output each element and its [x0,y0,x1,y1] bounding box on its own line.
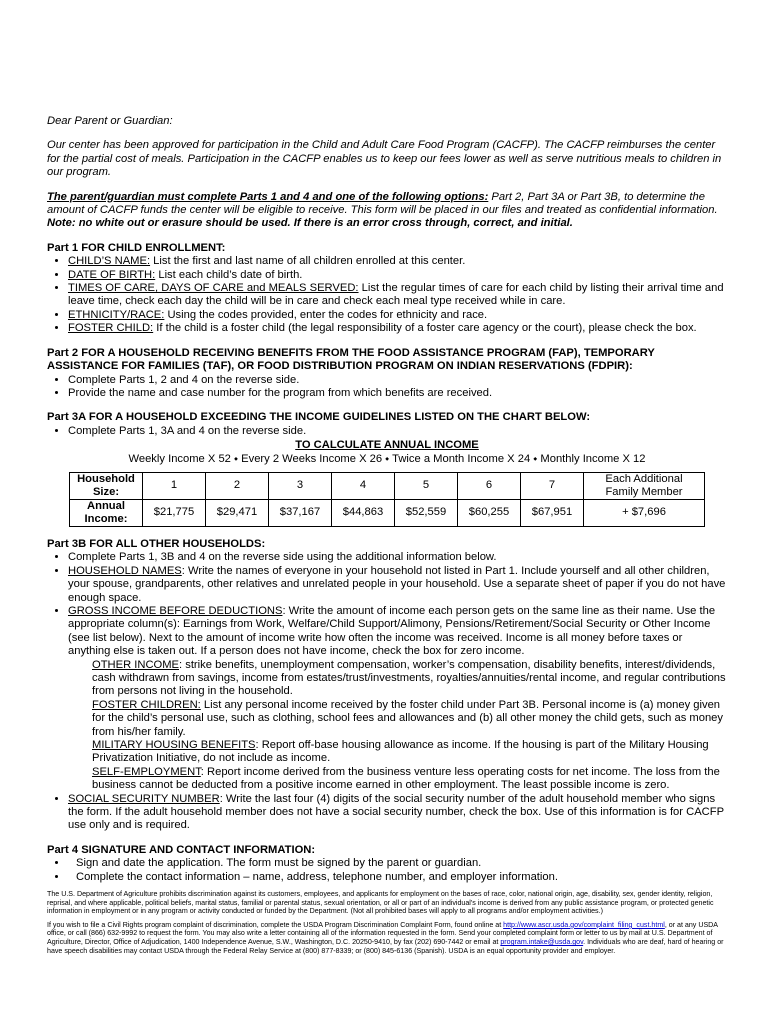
list-item: • Complete the contact information – name, address, telephone number, and employer information. [68,871,727,884]
complaint-text-c: . Individuals who are deaf, hard of hearing or have speech disabilities may contact USDA through the Federal Relay Service at (800) 877-8339; or (800) 845-6136 (Spanish). USDA is an equal opportunity provider and employer. [47,938,724,955]
part3b-list [47,551,727,833]
list-item [68,269,727,282]
sub-text: List any personal income received by the foster child under Part 3B. Personal income is (a) money given for the child’s personal use, such as clothing, school fees and allowances and (b) all other money the child gets, such as money from his/her family. [92,698,724,738]
size-cell: 7 [521,472,584,499]
income-cell: $44,863 [332,499,395,526]
list-item: • Sign and date the application. The form must be signed by the parent or guardian. [68,857,727,870]
complaint-instructions [47,921,727,955]
annual-income-label: Annual Income: [70,499,143,526]
part4-list [47,857,727,884]
income-cell: $60,255 [458,499,521,526]
list-item: • Provide the name and case number for the program from which benefits are received. [68,387,727,400]
complaint-text-a: If you wish to file a Civil Rights program complaint of discrimination, complete the USDA Program Discrimination Complaint Form, found online at [47,920,504,929]
list-item [68,793,727,833]
email-link[interactable]: program.intake@usda.gov [500,938,584,947]
income-cell: $21,775 [143,499,206,526]
list-item [68,605,727,793]
income-sub-list [68,659,727,793]
item-label: TIMES OF CARE, DAYS OF CARE and MEALS SERVED: [68,282,359,295]
table-row [70,472,705,499]
item-label: GROSS INCOME BEFORE DEDUCTIONS [68,604,283,617]
sub-text: : strike benefits, unemployment compensation, worker’s compensation, disability benefits, interest/dividends, cash withdrawn from savings, income from estates/trust/investments, royalties/annuities/rental income, and regular contributions from persons not living in the household. [92,658,726,698]
part2-heading: Part 2 FOR A HOUSEHOLD RECEIVING BENEFITS FROM THE FOOD ASSISTANCE PROGRAM (FAP), TEMPORARY ASSISTANCE FOR FAMILIES (TAF), OR FOOD DISTRIBUTION PROGRAM ON INDIAN RESERVATIONS (FDPIR): [47,346,655,373]
item-text: List the first and last name of all children enrolled at this center. [150,255,466,268]
item-label: DATE OF BIRTH: [68,268,156,281]
list-item [68,309,727,322]
list-item: • Complete Parts 1, 3A and 4 on the reverse side. [68,425,727,438]
sub-label: OTHER INCOME [92,658,180,671]
item-text: : Write the names of everyone in your household not listed in Part 1. Include yourself and all other children, your spouse, grandparents, other relatives and unrelated people in your household. Use a separate sheet of paper if you do not have enough space. [68,564,726,604]
item-text: List the regular times of care for each child by listing their arrival time and leave time, check each day the child will be in care and check each meal type received while in care. [68,282,724,308]
greeting: Dear Parent or Guardian: [47,115,173,127]
sub-label: SELF-EMPLOYMENT [92,765,201,778]
item-label: CHILD’S NAME: [68,255,151,268]
size-cell: 2 [206,472,269,499]
complaint-form-link[interactable]: http://www.ascr.usda.gov/complaint_filing_cust.html [503,920,665,929]
list-item [68,565,727,605]
sub-item [92,699,727,739]
part1-list [47,255,727,335]
household-size-label: Household Size: [70,472,143,499]
cacfp-letter [47,115,727,955]
part2-list [47,374,727,401]
additional-income-cell: + $7,696 [584,499,705,526]
item-label: SOCIAL SECURITY NUMBER [68,792,220,805]
item-text: If the child is a foster child (the legal responsibility of a foster care agency or the court), please check the box. [153,322,697,335]
sub-text: : Report off-base housing allowance as income. If the housing is part of the Military Housing Privatization Initiative, do not include as income. [92,739,709,765]
item-text: Using the codes provided, enter the codes for ethnicity and race. [164,308,488,321]
sub-label: FOSTER CHILDREN: [92,698,201,711]
size-cell: 6 [458,472,521,499]
complaint-text-b: , or at any USDA office, or call (866) 632-9992 to request the form. You may also write a letter containing all of the information requested in the form. Send your completed complaint form or letter to us by mail at U.S. Department of Agriculture, Director, Office of Adjudication, 1400 Independence Avenue, S.W., Washington, D.C. 20250-9410, by fax (202) 690-7442 or email at [47,920,718,947]
list-item: • Complete Parts 1, 2 and 4 on the reverse side. [68,374,727,387]
sub-label: MILITARY HOUSING BENEFITS [92,739,256,752]
options-lead: The parent/guardian must complete Parts 1 and 4 and one of the following options: [47,190,489,203]
sub-text: : Report income derived from the business venture less operating costs for net income. The loss from the business cannot be deducted from a positive income earned in other employment. The least possible income is zero. [92,765,720,792]
part4-heading: Part 4 SIGNATURE AND CONTACT INFORMATION: [47,843,316,856]
part1-heading: Part 1 FOR CHILD ENROLLMENT: [47,241,226,254]
part3b-heading: Part 3B FOR ALL OTHER HOUSEHOLDS: [47,537,266,550]
size-cell: 1 [143,472,206,499]
options-paragraph [47,191,727,231]
additional-member-label: Each Additional Family Member [584,472,705,499]
item-label: ETHNICITY/RACE: [68,308,165,321]
income-cell: $52,559 [395,499,458,526]
item-label: HOUSEHOLD NAMES [68,564,182,577]
calc-line: Weekly Income X 52 ⬩ Every 2 Weeks Income X 26 ⬩ Twice a Month Income X 24 ⬩ Monthly Income X 12 [128,452,646,465]
income-cell: $67,951 [521,499,584,526]
table-row [70,499,705,526]
part3a-heading: Part 3A FOR A HOUSEHOLD EXCEEDING THE INCOME GUIDELINES LISTED ON THE CHART BELOW: [47,411,591,424]
income-cell: $37,167 [269,499,332,526]
options-text: Part 2, Part 3A or Part 3B, to determine the amount of CACFP funds the center will be eligible to receive. This form will be placed in our files and treated as confidential information. [47,190,718,217]
part3a-list [47,425,727,438]
item-text: : Write the amount of income each person gets on the same line as their name. Use the appropriate column(s): Earnings from Work, Welfare/Child Support/Alimony, Pensions/Retirement/Social Security or Other Income (see list below). Next to the amount of income write how often the income was received. Income is all money before taxes or anything else is taken out. If a person does not have income, check the box for zero income. [68,604,716,658]
options-note: Note: no white out or erasure should be used. If there is an error cross through, correct, and initial. [47,217,573,230]
list-item [68,282,727,309]
sub-item [92,766,727,793]
sub-item [92,739,727,766]
size-cell: 4 [332,472,395,499]
item-text: List each child’s date of birth. [155,268,303,281]
sub-item [92,659,727,699]
item-label: FOSTER CHILD: [68,322,154,335]
item-text: : Write the last four (4) digits of the social security number of the adult household member who signs the form. If the adult household member does not have a social security number, check the box. Use of this information is for CACFP use only and is required. [68,792,724,832]
list-item: • Complete Parts 1, 3B and 4 on the reverse side using the additional information below. [68,551,727,564]
size-cell: 5 [395,472,458,499]
income-table [69,472,705,527]
size-cell: 3 [269,472,332,499]
nondiscrimination-statement: The U.S. Department of Agriculture prohibits discrimination against its customers, employees, and applicants for employment on the bases of race, color, national origin, age, disability, sex, gender identity, religion, reprisal, and where applicable, political beliefs, marital status, familial or parental status, sexual orientation, or all or part of an individual's income is derived from any public assistance program, or protected genetic information in employment or in any program or activity conducted or funded by the Department. (Not all prohibited bases will apply to all programs and/or employment activities.) [47,890,714,916]
calc-title: TO CALCULATE ANNUAL INCOME [295,439,479,452]
list-item [68,255,727,268]
income-cell: $29,471 [206,499,269,526]
intro-paragraph: Our center has been approved for participation in the Child and Adult Care Food Program (CACFP). The CACFP reimburses the center for the partial cost of meals. Participation in the CACFP enables us to keep our fees lower as well as serve nutritious meals to children in our program. [47,139,722,179]
list-item [68,322,727,335]
